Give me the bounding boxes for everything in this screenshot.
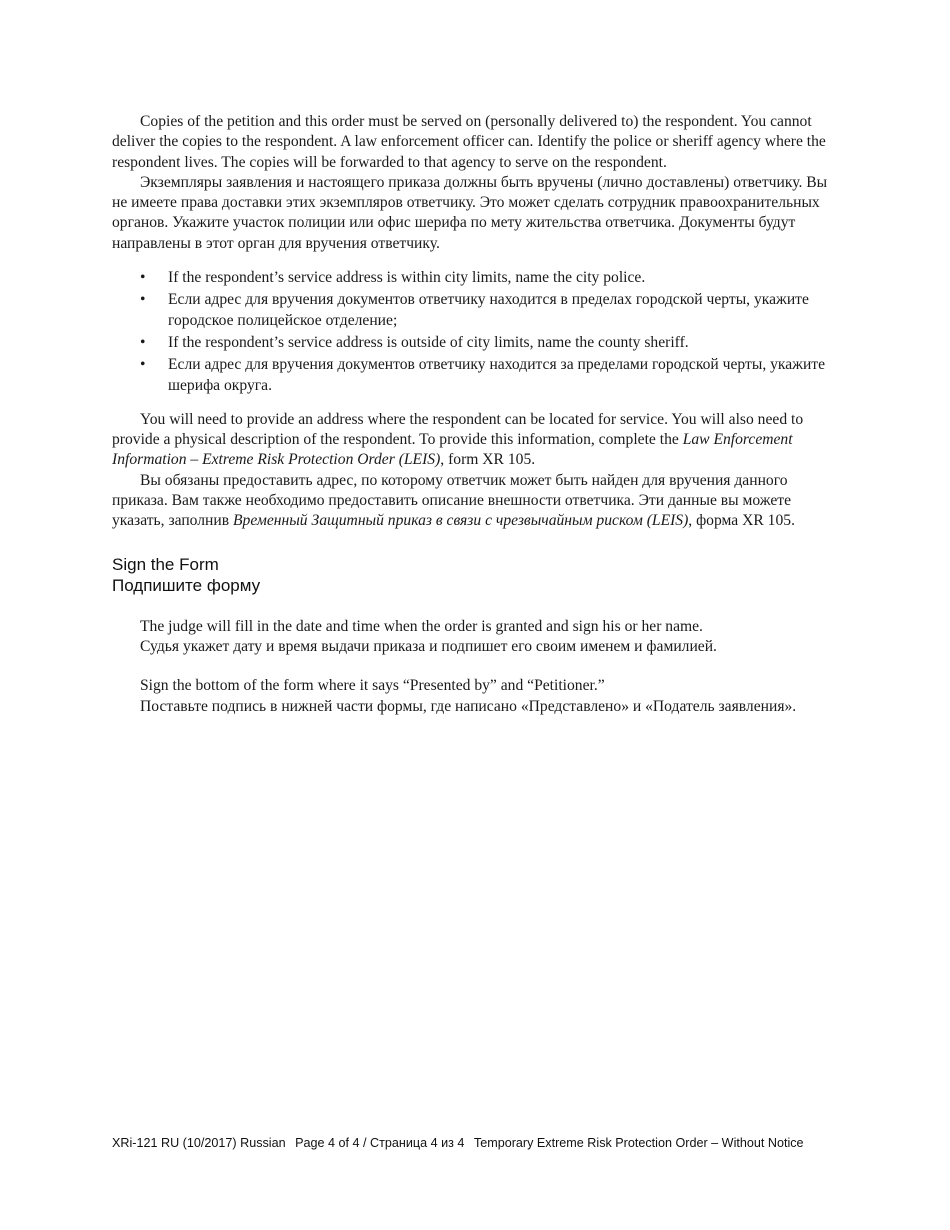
intro-paragraph-ru: Экземпляры заявления и настоящего приказа должны быть вручены (лично доставлены) ответчику. Вы не имеете права доставки этих экземпляров ответчику. Это может сделать сотрудник правоохранительных органов. Укажите участок полиции или офис шерифа по мету жительства ответчика. Документы будут направлены в этот орган для вручения ответчику. — [112, 173, 828, 252]
footer-page-number: Page 4 of 4 / Страница 4 из 4 — [295, 1136, 465, 1150]
address-paragraph-en — [112, 410, 838, 471]
address-paragraph-ru — [112, 471, 838, 532]
address-form-number-en: , form XR 105. — [440, 451, 536, 469]
intro-paragraph-en: Copies of the petition and this order must be served on (personally delivered to) the respondent. You cannot deliver the copies to the respondent. A law enforcement officer can. Identify the police or sheriff agency where the respondent lives. The copies will be forwarded to that agency to serve on the respondent. — [112, 113, 826, 171]
list-item: • If the respondent’s service address is within city limits, name the city police. — [112, 268, 838, 288]
list-item: • Если адрес для вручения документов ответчику находится в пределах городской черты, укажите городское полицейское отделение; — [112, 290, 838, 331]
sign-instruction-ru: Поставьте подпись в нижней части формы, где написано «Представлено» и «Податель заявления». — [140, 697, 797, 715]
leis-form-name-ru: Временный Защитный приказ в связи с чрезвычайным риском (LEIS) — [233, 512, 689, 530]
petitioner-sign-instructions — [112, 676, 838, 717]
judge-instruction-ru: Судья укажет дату и время выдачи приказа и подпишет его своим именем и фамилией. — [140, 637, 717, 655]
sign-instruction-en: Sign the bottom of the form where it says “Presented by” and “Petitioner.” — [140, 677, 605, 695]
page-footer — [112, 1136, 852, 1150]
section-heading-ru: Подпишите форму — [112, 576, 261, 596]
judge-instructions — [112, 617, 838, 658]
list-item: • Если адрес для вручения документов ответчику находится за пределами городской черты, укажите шерифа округа. — [112, 355, 838, 396]
footer-form-title: Temporary Extreme Risk Protection Order – Without Notice — [473, 1136, 804, 1150]
service-address-list — [112, 268, 838, 396]
address-form-number-ru: , форма XR 105. — [688, 512, 795, 530]
list-item: • If the respondent’s service address is outside of city limits, name the county sheriff. — [112, 333, 838, 353]
sign-form-heading — [112, 554, 838, 597]
section-heading-en: Sign the Form — [112, 554, 219, 574]
leis-form-name-en: Law Enforcement Information – Extreme Risk Protection Order (LEIS) — [112, 431, 793, 469]
document-body — [112, 112, 838, 717]
footer-form-id: XRi-121 RU (10/2017) Russian — [112, 1136, 286, 1150]
address-text-en: You will need to provide an address where the respondent can be located for service. You will also need to provide a physical description of the respondent. To provide this information, complete the — [112, 410, 804, 449]
address-text-ru: Вы обязаны предоставить адрес, по которому ответчик может быть найден для вручения данного приказа. Вам также необходимо предоставить описание внешности ответчика. Эти данные вы можете указать, заполнив — [112, 471, 792, 530]
judge-instruction-en: The judge will fill in the date and time when the order is granted and sign his or her name. — [140, 617, 703, 635]
